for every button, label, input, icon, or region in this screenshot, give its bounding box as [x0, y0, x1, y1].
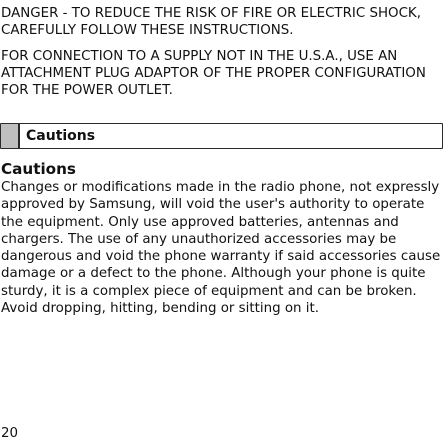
cautions-heading: Cautions	[1, 160, 76, 178]
section-header-bar	[0, 123, 443, 149]
danger-notice	[1, 5, 441, 99]
danger-paragraph-1: DANGER - TO REDUCE THE RISK OF FIRE OR ELECTRIC SHOCK, CAREFULLY FOLLOW THESE INSTRUCTIONS.	[1, 6, 421, 38]
section-marker-icon	[1, 124, 20, 148]
danger-paragraph-2: FOR CONNECTION TO A SUPPLY NOT IN THE U.S.A., USE AN ATTACHMENT PLUG ADAPTOR OF THE PROPER CONFIGURATION FOR THE POWER OUTLET.	[1, 49, 426, 98]
section-header-title: Cautions	[26, 128, 96, 144]
cautions-body: Changes or modifications made in the radio phone, not expressly approved by Samsung, will void the user's authority to operate the equipment. Only use approved batteries, antennas and chargers. The use of any unauthorized accessories may be dangerous and void the phone warranty if said accessories cause damage or a defect to the phone. Although your phone is quite sturdy, it is a complex piece of equipment and can be broken. Avoid dropping, hitting, bending or sitting on it.	[1, 180, 441, 317]
page-number: 20	[1, 426, 19, 441]
